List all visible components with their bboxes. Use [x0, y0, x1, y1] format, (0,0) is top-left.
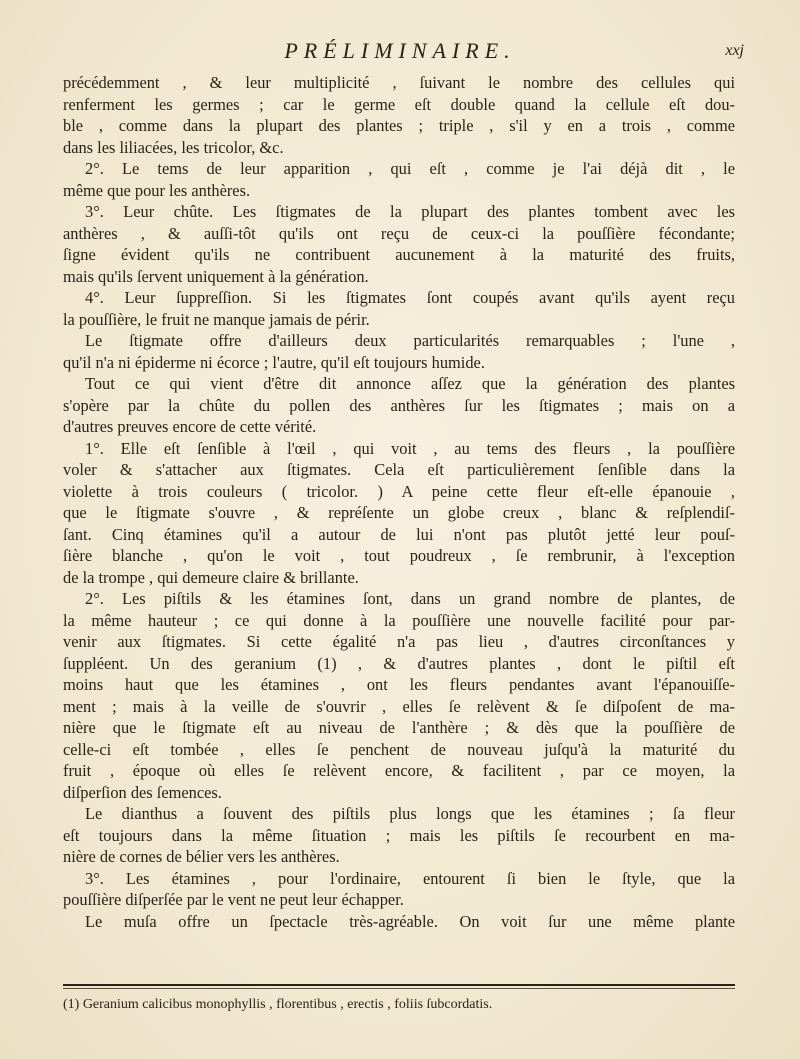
page-number: xxj — [725, 42, 744, 59]
text-line: Le ſtigmate offre d'ailleurs deux particularités remarquables ; l'une , — [85, 331, 735, 350]
text-line: 2°. Les piſtils & les étamines ſont, dans un grand nombre de plantes, de — [85, 589, 735, 608]
text-line: précédemment , & leur multiplicité , ſuivant le nombre des cellules qui — [63, 73, 735, 92]
footnote-rule-thin — [63, 988, 735, 989]
text-line: voler & s'attacher aux ſtigmates. Cela eſt particulièrement ſenſible dans la — [63, 460, 735, 479]
text-line: ſière blanche , qu'on le voit , tout poudreux , ſe rembrunir, à l'exception — [63, 546, 735, 565]
text-line: s'opère par la chûte du pollen des anthères ſur les ſtigmates ; mais on a — [63, 395, 735, 415]
text-line: qu'il n'a ni épiderme ni écorce ; l'autre, qu'il eſt toujours humide. — [63, 352, 485, 372]
footnote: (1) Geranium calicibus monophyllis , florentibus , erectis , foliis ſubcordatis. — [63, 997, 493, 1012]
text-line: même que pour les anthères. — [63, 180, 251, 200]
text-line: nière que le ſtigmate eſt au niveau de l'anthère ; & dès que la pouſſière de — [63, 718, 735, 737]
text-line: 2°. Le tems de leur apparition , qui eſt , comme je l'ai déjà dit , le — [85, 159, 735, 178]
text-line: 3°. Leur chûte. Les ſtigmates de la plupart des plantes tombent avec les — [85, 202, 735, 221]
text-line: la même hauteur ; ce qui donne à la pouſſière une nouvelle facilité pour par- — [63, 610, 735, 630]
text-line: ment ; mais à la veille de s'ouvrir , elles ſe relèvent & ſe diſpoſent de ma- — [63, 696, 735, 716]
text-line: ſuppléent. Un des geranium (1) , & d'autres plantes , dont le piſtil eſt — [63, 653, 735, 673]
text-line: fruit , époque où elles ſe relèvent encore, & facilitent , par ce moyen, la — [63, 761, 735, 780]
page-header — [60, 38, 744, 68]
text-line: renferment les germes ; car le germe eſt double quand la cellule eſt dou- — [63, 94, 735, 114]
running-title: PRÉLIMINAIRE. — [284, 38, 516, 63]
text-line: d'autres preuves encore de cette vérité. — [63, 417, 317, 436]
text-line: 4°. Leur ſuppreſſion. Si les ſtigmates ſont coupés avant qu'ils ayent reçu — [85, 288, 735, 307]
text-line: la pouſſière, le fruit ne manque jamais de périr. — [63, 309, 370, 329]
text-line: anthères , & auſſi-tôt qu'ils ont reçu de ceux-ci la pouſſière fécondante; — [63, 223, 735, 243]
text-line: Tout ce qui vient d'être dit annonce aſſez que la génération des plantes — [85, 374, 735, 393]
text-line: Le dianthus a ſouvent des piſtils plus longs que les étamines ; ſa fleur — [85, 804, 735, 823]
text-line: eſt toujours dans la même ſituation ; mais les piſtils ſe recourbent en ma- — [63, 825, 735, 845]
text-line: dans les liliacées, les tricolor, &c. — [63, 137, 284, 157]
text-line: que le ſtigmate s'ouvre , & repréſente un globe creux , blanc & reſplendiſ- — [63, 503, 735, 522]
text-line: venir aux ſtigmates. Si cette égalité n'a pas lieu , d'autres circonſtances y — [63, 632, 735, 651]
text-line: moins haut que les étamines , ont les fleurs pendantes avant l'épanouiſſe- — [63, 675, 735, 694]
text-line: diſperſion des ſemences. — [63, 782, 222, 802]
text-line: nière de cornes de bélier vers les anthères. — [63, 847, 340, 866]
text-line: ſant. Cinq étamines qu'il a autour de lui n'ont pas plutôt jetté leur pouſ- — [63, 524, 735, 544]
text-line: ſigne évident qu'ils ne contribuent aucunement à la maturité des fruits, — [63, 245, 735, 264]
text-line: pouſſière diſperſée par le vent ne peut leur échapper. — [63, 890, 404, 909]
text-line: mais qu'ils ſervent uniquement à la génération. — [63, 266, 369, 286]
body-text — [63, 72, 735, 932]
text-line: violette à trois couleurs ( tricolor. ) A peine cette fleur eſt-elle épanouie , — [63, 481, 735, 501]
text-line: Le muſa offre un ſpectacle très-agréable. On voit ſur une même plante — [85, 911, 735, 931]
text-line: 1°. Elle eſt ſenſible à l'œil , qui voit , au tems des fleurs , la pouſſière — [85, 438, 735, 458]
footnote-rule — [63, 984, 735, 986]
text-line: de la trompe , qui demeure claire & brillante. — [63, 567, 359, 587]
text-line: 3°. Les étamines , pour l'ordinaire, entourent ſi bien le ſtyle, que la — [85, 868, 735, 888]
text-line: ble , comme dans la plupart des plantes ; triple , s'il y en a trois , comme — [63, 116, 735, 135]
text-line: celle-ci eſt tombée , elles ſe penchent de nouveau juſqu'à la maturité du — [63, 739, 735, 759]
